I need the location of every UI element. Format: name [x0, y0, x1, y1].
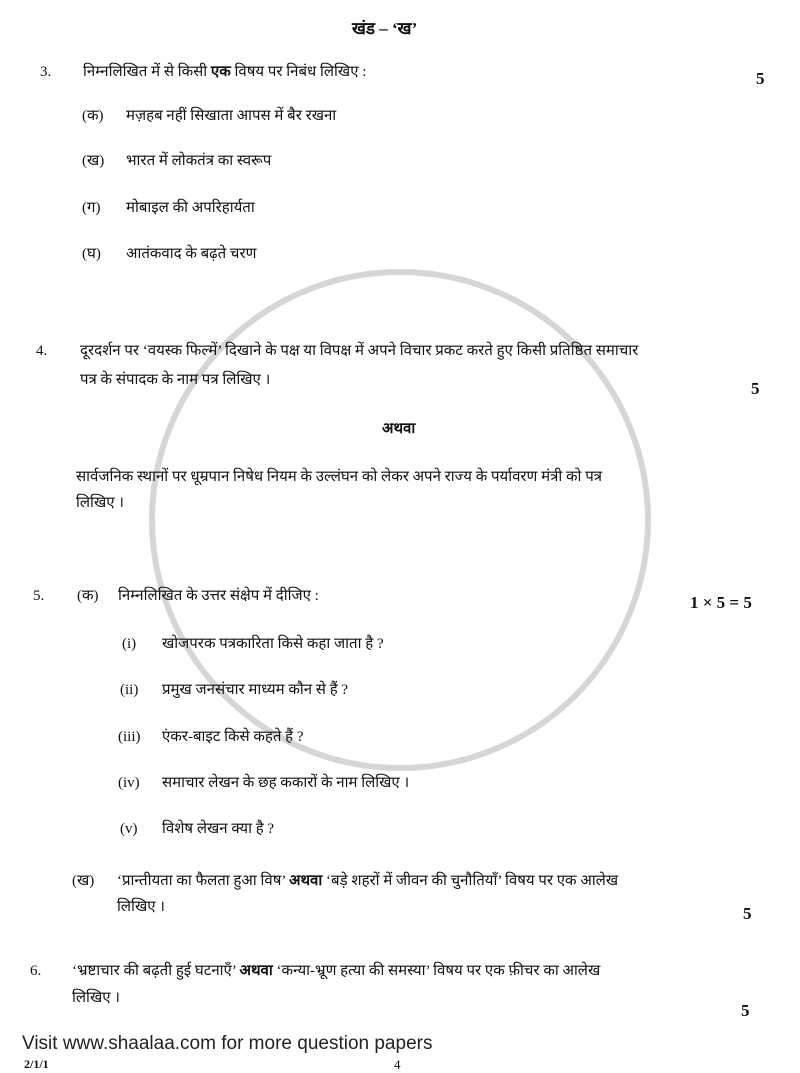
- question-number: 4.: [36, 343, 48, 359]
- option-label: (ख): [82, 153, 105, 169]
- question-prompt: [83, 65, 366, 80]
- question-text: लिखिए ।: [72, 990, 120, 1006]
- part-text: [117, 874, 618, 889]
- option-text: मज़हब नहीं सिखाता आपस में बैर रखना: [126, 108, 337, 124]
- topic-text: ‘कन्या-भ्रूण हत्या की समस्या’ विषय पर एक फ़ीचर का आलेख: [276, 963, 601, 979]
- question-text: पत्र के संपादक के नाम पत्र लिखिए ।: [80, 372, 271, 388]
- part-text: निम्नलिखित के उत्तर संक्षेप में दीजिए :: [118, 588, 319, 604]
- sub-text: समाचार लेखन के छह ककारों के नाम लिखिए ।: [162, 775, 410, 791]
- topic-text: ‘बड़े शहरों में जीवन की चुनौतियाँ’ विषय पर एक आलेख: [326, 873, 619, 889]
- sub-text: प्रमुख जनसंचार माध्यम कौन से हैं ?: [162, 682, 349, 698]
- option-label: (ग): [82, 200, 101, 216]
- marks: 1 × 5 = 5: [690, 593, 752, 612]
- sub-text: एंकर-बाइट किसे कहते हैं ?: [162, 729, 304, 745]
- topic-text: ‘प्रान्तीयता का फैलता हुआ विष’: [117, 873, 286, 889]
- part-label: (ख): [72, 873, 95, 889]
- part-text: लिखिए ।: [117, 899, 165, 915]
- sub-label: (iv): [118, 775, 140, 791]
- footer-visit-link[interactable]: Visit www.shaalaa.com for more question papers: [22, 1033, 433, 1054]
- marks: 5: [751, 379, 760, 398]
- sub-label: (ii): [120, 682, 139, 698]
- or-label: अथवा: [239, 963, 273, 979]
- question-number: 3.: [40, 64, 52, 80]
- option-text: मोबाइल की अपरिहार्यता: [126, 200, 255, 216]
- question-text: दूरदर्शन पर ‘वयस्क फिल्में’ दिखाने के पक्ष या विपक्ष में अपने विचार प्रकट करते हुए किसी प्रतिष्ठित समाचार: [80, 343, 639, 359]
- option-label: (क): [82, 108, 104, 124]
- prompt-text: विषय पर निबंध लिखिए :: [234, 64, 367, 80]
- prompt-bold: एक: [210, 64, 231, 80]
- part-label: (क): [77, 588, 99, 604]
- option-text: भारत में लोकतंत्र का स्वरूप: [126, 153, 272, 169]
- topic-text: ‘भ्रष्टाचार की बढ़ती हुई घटनाएँ’: [72, 963, 237, 979]
- sub-label: (i): [122, 636, 137, 652]
- sub-text: खोजपरक पत्रकारिता किसे कहा जाता है ?: [162, 636, 384, 652]
- section-title: खंड – ‘ख’: [352, 19, 418, 38]
- question-number: 5.: [33, 588, 45, 604]
- sub-label: (v): [120, 821, 138, 837]
- sub-label: (iii): [118, 729, 141, 745]
- paper-code: 2/1/1: [24, 1057, 49, 1071]
- or-label: अथवा: [289, 873, 323, 889]
- question-number: 6.: [30, 963, 42, 979]
- page-number: 4: [394, 1057, 401, 1072]
- marks: 5: [743, 904, 752, 923]
- or-label: अथवा: [382, 421, 416, 437]
- option-text: आतंकवाद के बढ़ते चरण: [126, 246, 257, 262]
- question-text: [72, 964, 600, 979]
- marks: 5: [756, 69, 765, 88]
- prompt-text: निम्नलिखित में से किसी: [83, 64, 208, 80]
- question-text: लिखिए ।: [76, 495, 124, 511]
- option-label: (घ): [82, 246, 101, 262]
- marks: 5: [741, 1001, 750, 1020]
- question-text: सार्वजनिक स्थानों पर धूम्रपान निषेध नियम के उल्लंघन को लेकर अपने राज्य के पर्यावरण मंत्री को पत्र: [76, 469, 602, 485]
- sub-text: विशेष लेखन क्या है ?: [162, 821, 275, 837]
